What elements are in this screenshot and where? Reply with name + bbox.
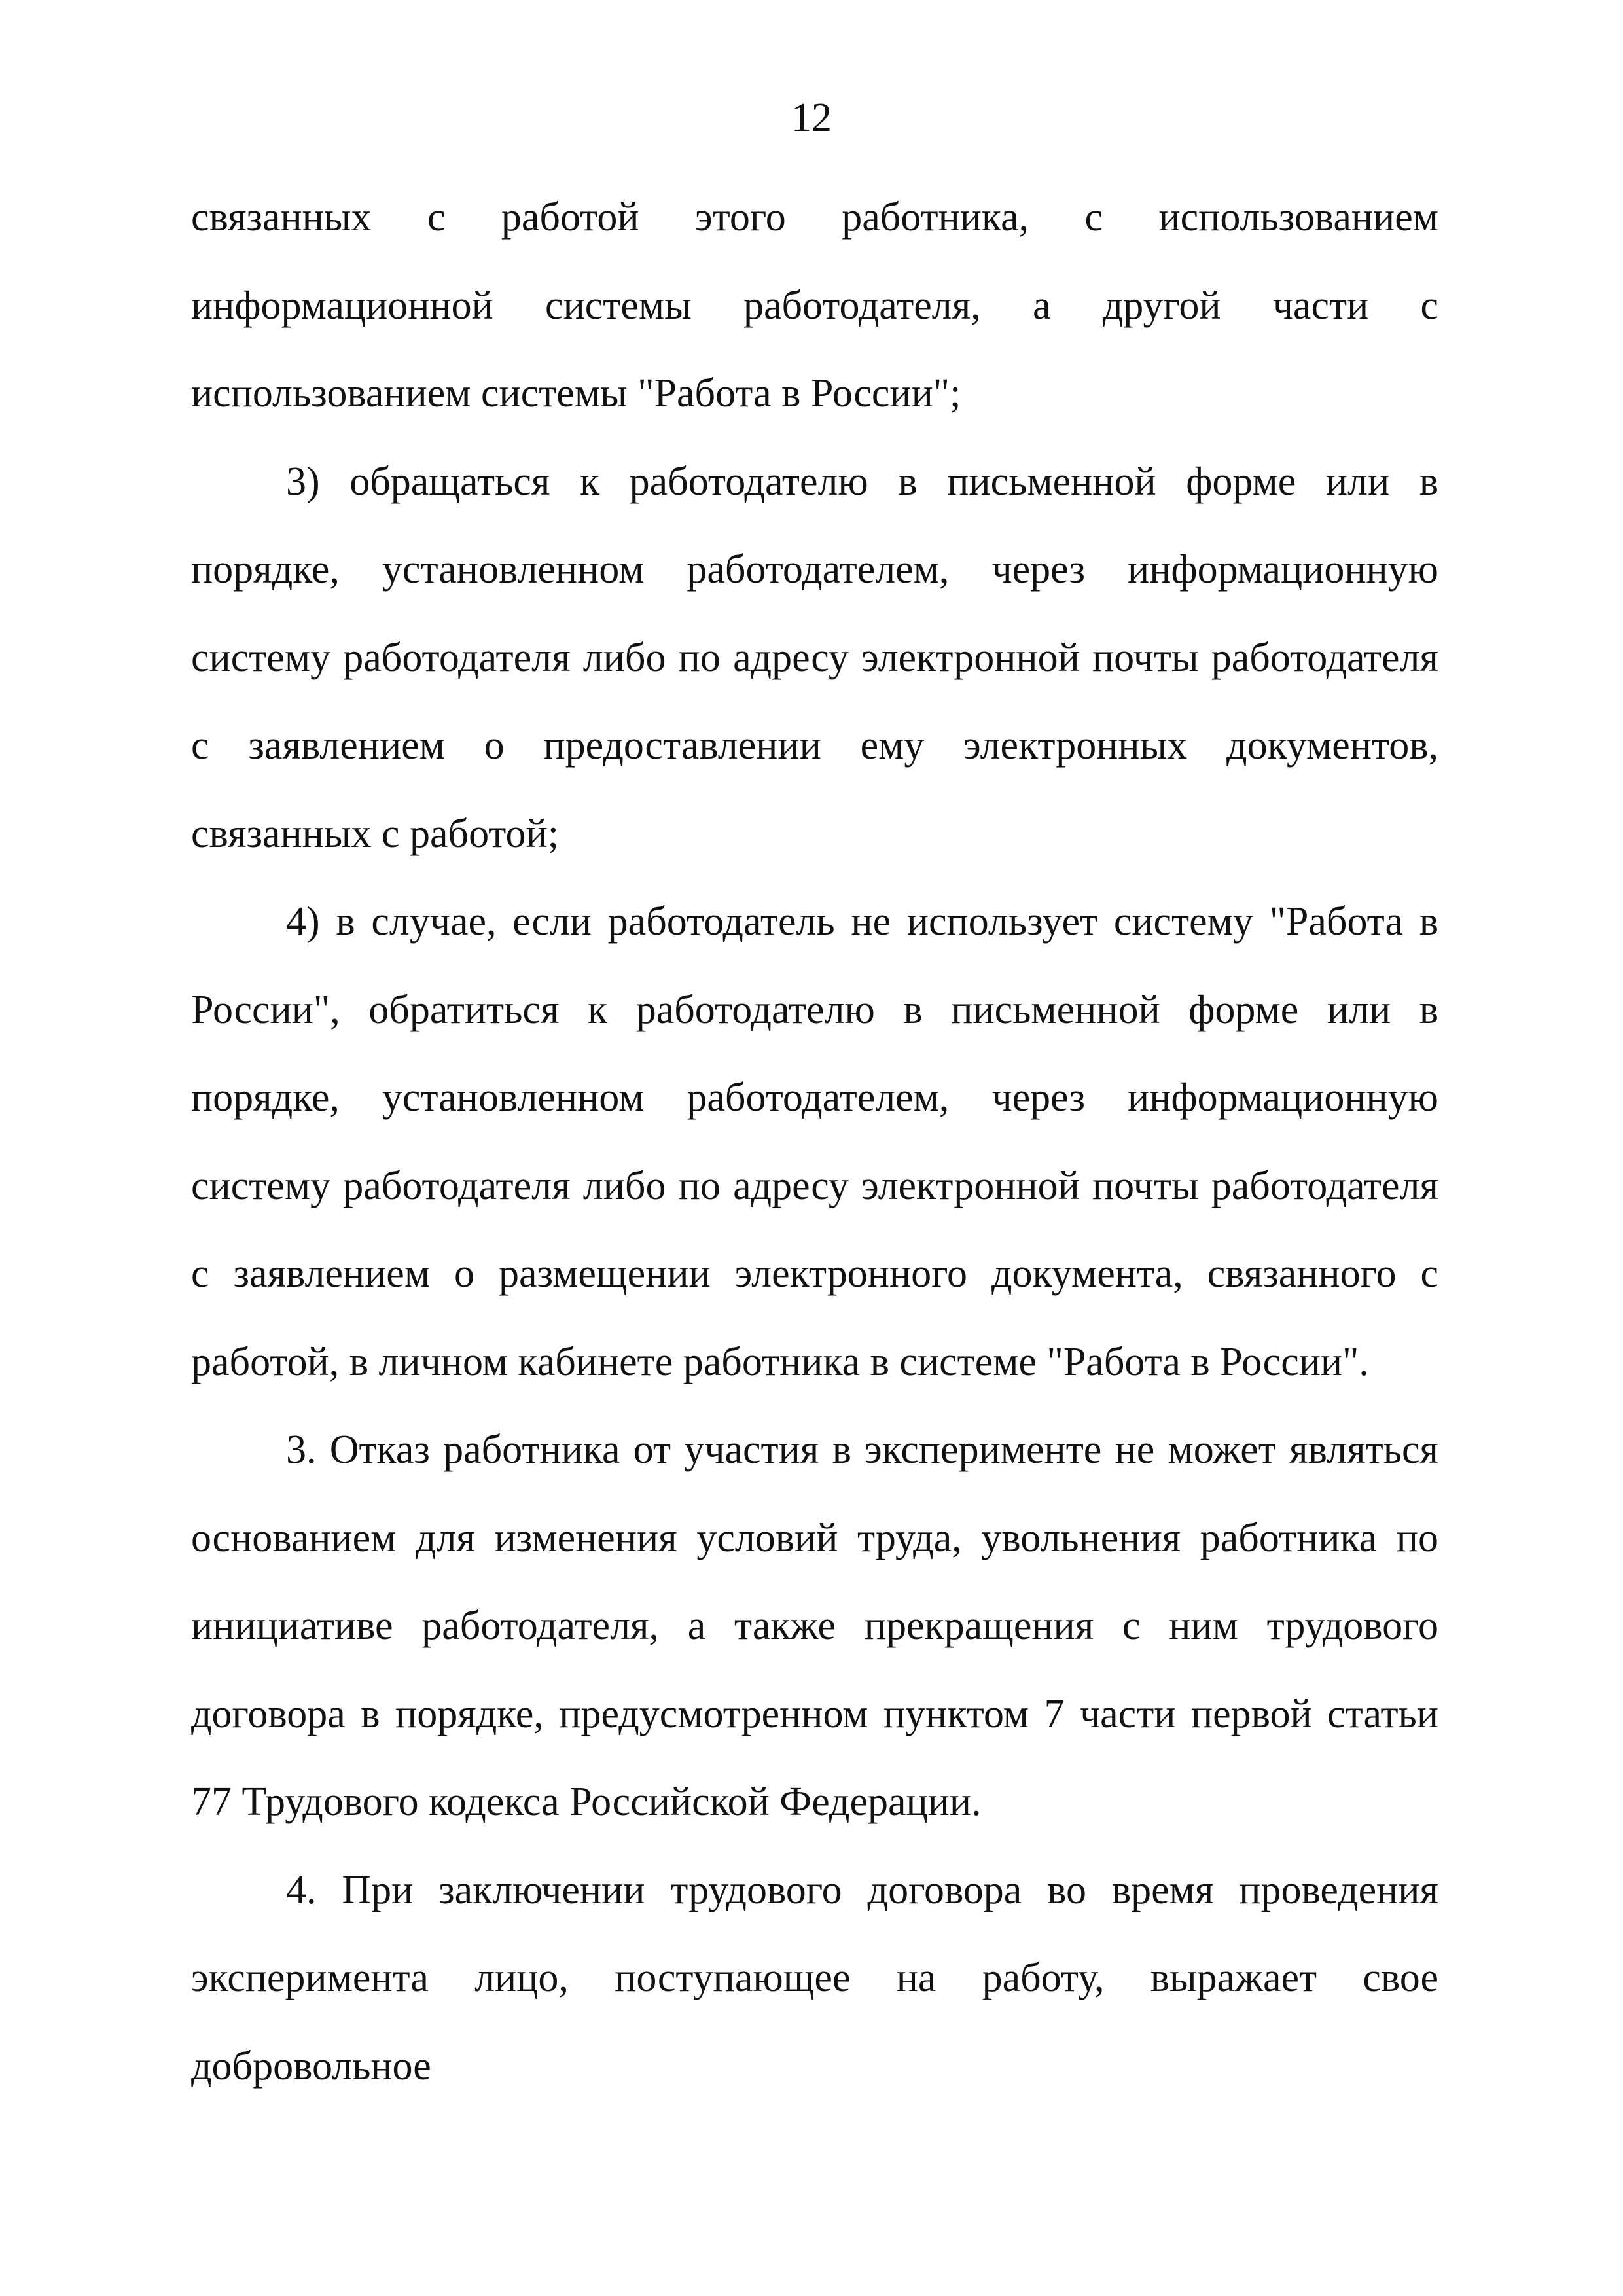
paragraph-item-3: 3) обращаться к работодателю в письменной форме или в порядке, установленном работодателем, через информационную систему работодателя либо по адресу электронной почты работодателя с заявлением о предоставлении ему электронных документов, связанных с работой; — [191, 459, 1438, 856]
page-number: 12 — [791, 96, 832, 140]
paragraph-item-4: 4) в случае, если работодатель не использует систему "Работа в России", обратиться к работодателю в письменной форме или в порядке, установленном работодателем, через информационную систему работодателя либо по адресу электронной почты работодателя с заявлением о размещении электронного документа, связанного с работой, в личном кабинете работника в системе "Работа в России". — [191, 899, 1438, 1384]
paragraph-clause-3: 3. Отказ работника от участия в эксперименте не может являться основанием для изменения условий труда, увольнения работника по инициативе работодателя, а также прекращения с ним трудового договора в порядке, предусмотренном пунктом 7 части первой статьи 77 Трудового кодекса Российской Федерации. — [191, 1427, 1438, 1824]
paragraph-continuation: связанных с работой этого работника, с использованием информационной системы работодателя, а другой части с использованием системы "Работа в России"; — [191, 195, 1438, 416]
document-body — [191, 173, 1438, 2110]
paragraph-clause-4: 4. При заключении трудового договора во время проведения эксперимента лицо, поступающее на работу, выражает свое добровольное — [191, 1867, 1438, 2089]
